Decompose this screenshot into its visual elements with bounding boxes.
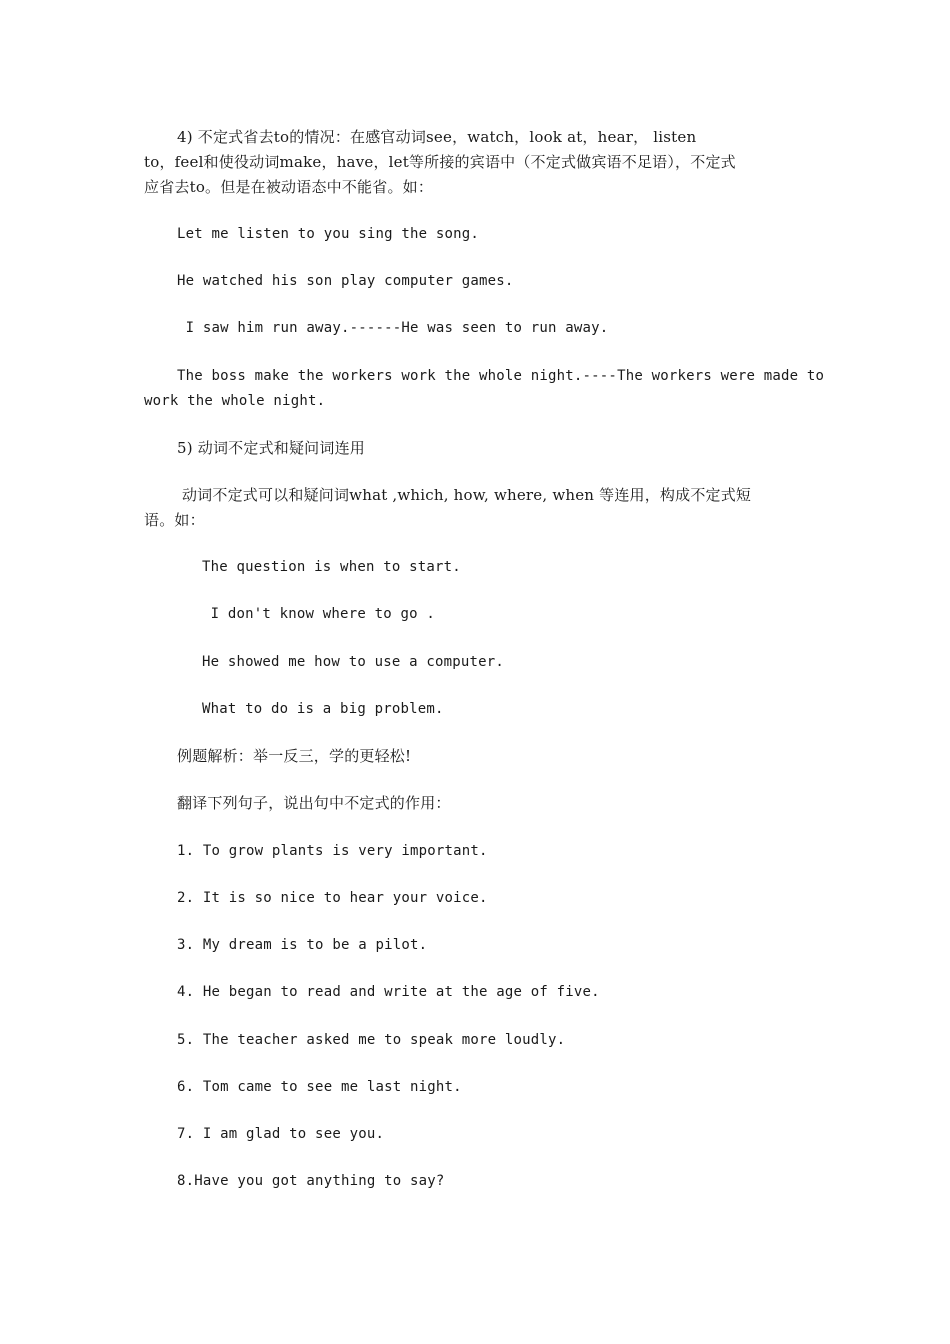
intro-line-3: 应省去to。但是在被动语态中不能省。如： [144, 178, 434, 196]
example-sentence: He watched his son play computer games. [177, 273, 514, 289]
exercise-item: 6. Tom came to see me last night. [177, 1079, 462, 1095]
example-sentence: I saw him run away.------He was seen to run away. [177, 320, 609, 336]
exercise-instruction: 翻译下列句子，说出句中不定式的作用： [177, 794, 451, 812]
exercise-item: 7. I am glad to see you. [177, 1126, 385, 1142]
example-sentence: The boss make the workers work the whole night.----The workers were made to [177, 368, 825, 384]
exercise-item: 1. To grow plants is very important. [177, 843, 488, 859]
section-heading: 5) 动词不定式和疑问词连用 [177, 439, 365, 457]
example-sentence: I don't know where to go . [202, 606, 435, 622]
exercise-item: 2. It is so nice to hear your voice. [177, 890, 488, 906]
exercise-item: 4. He began to read and write at the age of five. [177, 984, 600, 1000]
example-sentence: He showed me how to use a computer. [202, 654, 505, 670]
section-description-line-2: 语。如： [144, 511, 205, 529]
section-description-line-1: 动词不定式可以和疑问词what ,which, how, where, when 等连用，构成不定式短 [177, 486, 752, 504]
intro-line-2: to，feel和使役动词make，have，let等所接的宾语中（不定式做宾语不足语），不定式 [144, 153, 736, 171]
example-sentence: The question is when to start. [202, 559, 461, 575]
example-sentence: What to do is a big problem. [202, 701, 444, 717]
exercise-item: 5. The teacher asked me to speak more loudly. [177, 1032, 566, 1048]
exercise-item: 8.Have you got anything to say? [177, 1173, 445, 1189]
example-sentence-continued: work the whole night. [144, 393, 326, 409]
exercise-item: 3. My dream is to be a pilot. [177, 937, 428, 953]
exercise-title: 例题解析：举一反三，学的更轻松! [177, 747, 412, 765]
example-sentence: Let me listen to you sing the song. [177, 226, 480, 242]
intro-line-1: 4) 不定式省去to的情况：在感官动词see，watch，look at，hear， listen [177, 128, 697, 146]
